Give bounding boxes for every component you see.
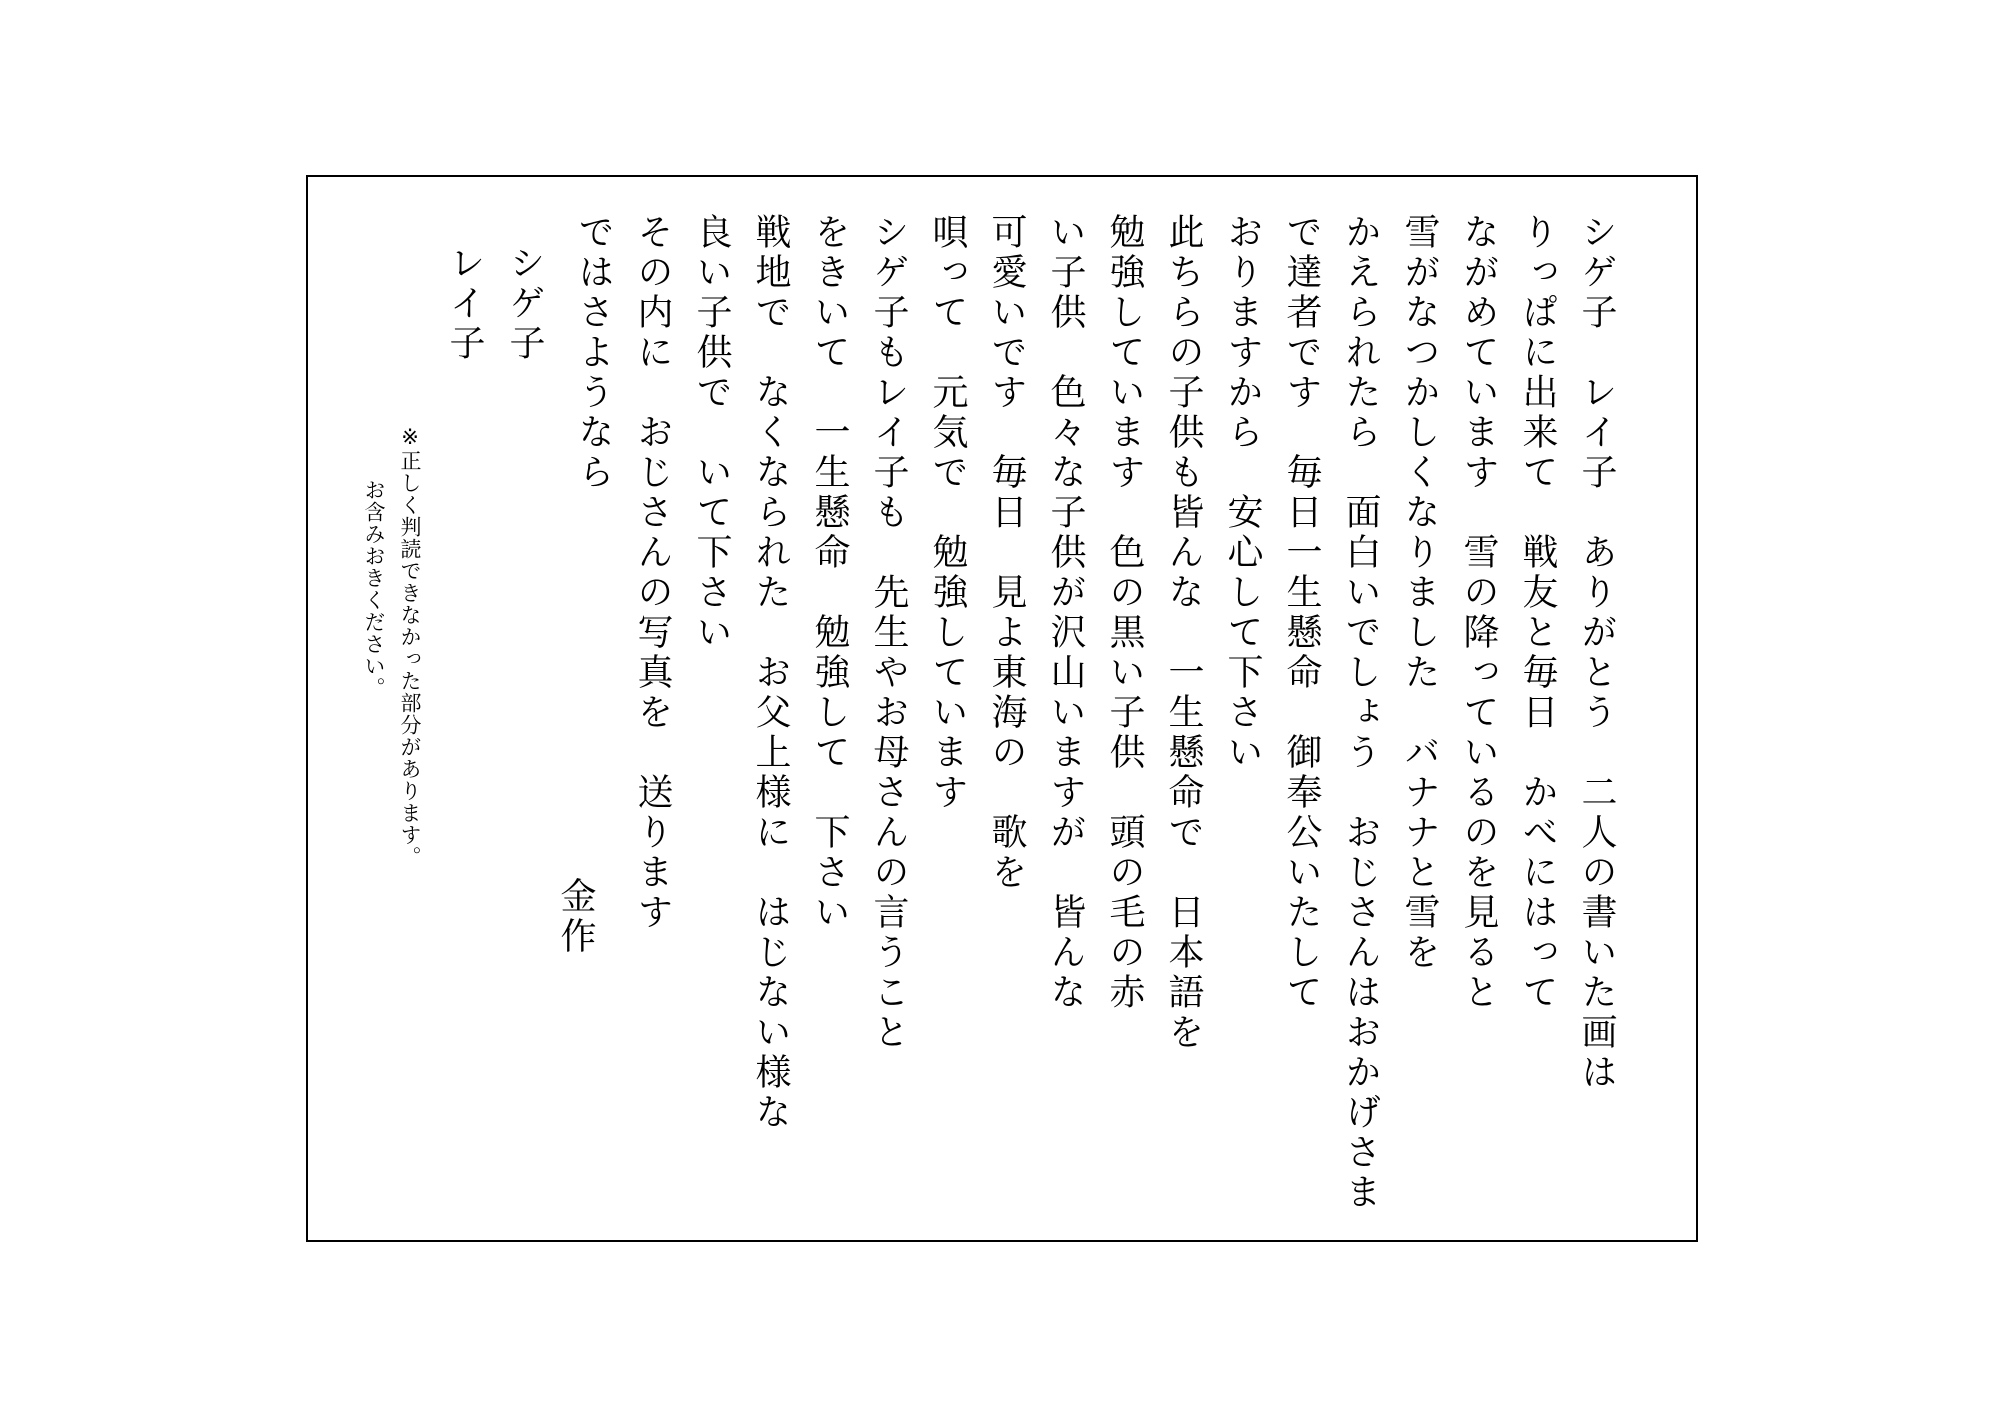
letter-line: かえられたら 面白いでしょう おじさんはおかげさま xyxy=(1340,213,1381,1213)
letter-line: 雪がなつかしくなりました バナナと雪を xyxy=(1399,213,1440,973)
recipient-name: シゲ子 xyxy=(504,244,545,364)
transcription-note-line: ※正しく判読できなかった部分があります。 xyxy=(398,425,422,868)
letter-line: シゲ子もレイ子も 先生やお母さんの言うこと xyxy=(868,213,909,1053)
letter-line: 勉強しています 色の黒い子供 頭の毛の赤 xyxy=(1104,213,1145,1013)
sender-name: 金作 xyxy=(555,877,596,957)
letter-frame xyxy=(306,175,1698,1242)
recipient-name: レイ子 xyxy=(444,244,485,364)
letter-line: 可愛いです 毎日 見よ東海の 歌を xyxy=(986,213,1027,893)
letter-line: 此ちらの子供も皆んな 一生懸命で 日本語を xyxy=(1163,213,1204,1053)
letter-line: ながめています 雪の降っているのを見ると xyxy=(1458,213,1499,1013)
transcription-note-line: お含みおきください。 xyxy=(362,479,386,699)
letter-line: 唄って 元気で 勉強しています xyxy=(927,213,968,813)
letter-line: りっぱに出来て 戦友と毎日 かべにはって xyxy=(1517,213,1558,1013)
letter-line: シゲ子 レイ子 ありがとう 二人の書いた画は xyxy=(1576,213,1617,1093)
letter-line: をきいて 一生懸命 勉強して 下さい xyxy=(809,213,850,933)
letter-line: い子供 色々な子供が沢山いますが 皆んな xyxy=(1045,213,1086,1013)
letter-line: で達者です 毎日一生懸命 御奉公いたして xyxy=(1281,213,1322,1013)
letter-line: 戦地で なくなられた お父上様に はじない様な xyxy=(750,213,791,1133)
letter-line: ではさようなら xyxy=(573,213,614,493)
letter-line: 良い子供で いて下さい xyxy=(691,213,732,653)
letter-line: その内に おじさんの写真を 送ります xyxy=(632,213,673,933)
letter-line: おりますから 安心して下さい xyxy=(1222,213,1263,773)
